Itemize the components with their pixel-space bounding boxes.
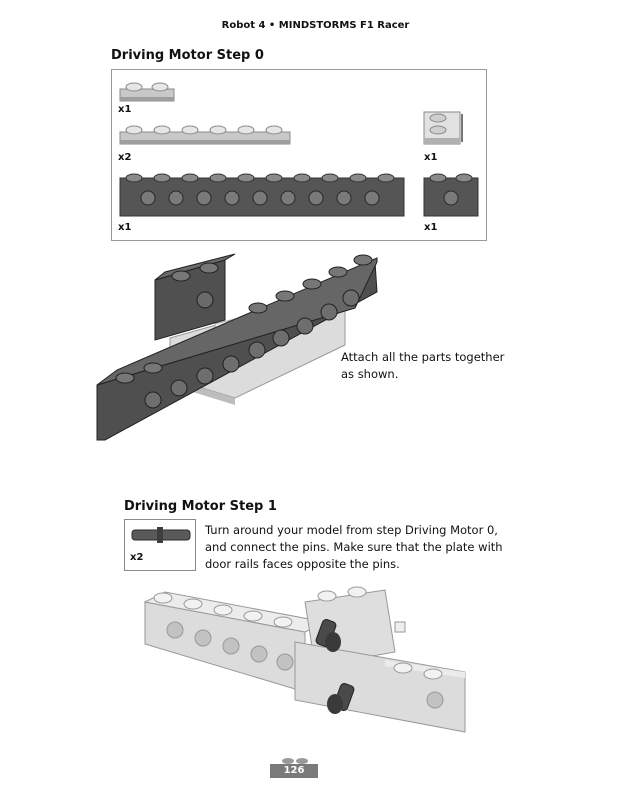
technic-brick-1x10-image bbox=[118, 170, 408, 220]
parts-list-box bbox=[111, 69, 487, 241]
plate-1x2-qty: x1 bbox=[118, 104, 132, 115]
running-head: Robot 4 • MINDSTORMS F1 Racer bbox=[221, 20, 410, 31]
technic-brick-1x2-qty: x1 bbox=[424, 222, 438, 233]
plate-1x6-qty: x2 bbox=[118, 152, 132, 163]
plate-door-rail-qty: x1 bbox=[424, 152, 438, 163]
step-1-instruction-line-2: and connect the pins. Make sure that the plate with bbox=[205, 540, 503, 554]
step-0-instruction-line-2: as shown. bbox=[341, 367, 399, 381]
step-0-instruction-line-1: Attach all the parts together bbox=[341, 350, 505, 364]
plate-1x6-image bbox=[118, 122, 294, 148]
step-1-instruction-line-3: door rails faces opposite the pins. bbox=[205, 557, 400, 571]
plate-door-rail-image bbox=[422, 108, 472, 152]
plate-1x2-image bbox=[118, 78, 178, 104]
step-1-title: Driving Motor Step 1 bbox=[124, 499, 277, 514]
technic-pin-image bbox=[130, 524, 192, 548]
step-0-title: Driving Motor Step 0 bbox=[111, 48, 264, 63]
technic-brick-1x10-qty: x1 bbox=[118, 222, 132, 233]
step-1-parts-box bbox=[124, 519, 196, 571]
technic-brick-1x2-image bbox=[422, 170, 484, 220]
page-number: 126 bbox=[270, 764, 318, 778]
step-1-assembly-image bbox=[145, 582, 475, 742]
step-1-instruction-line-1: Turn around your model from step Driving Motor 0, bbox=[205, 523, 498, 537]
technic-pin-qty: x2 bbox=[130, 552, 144, 563]
